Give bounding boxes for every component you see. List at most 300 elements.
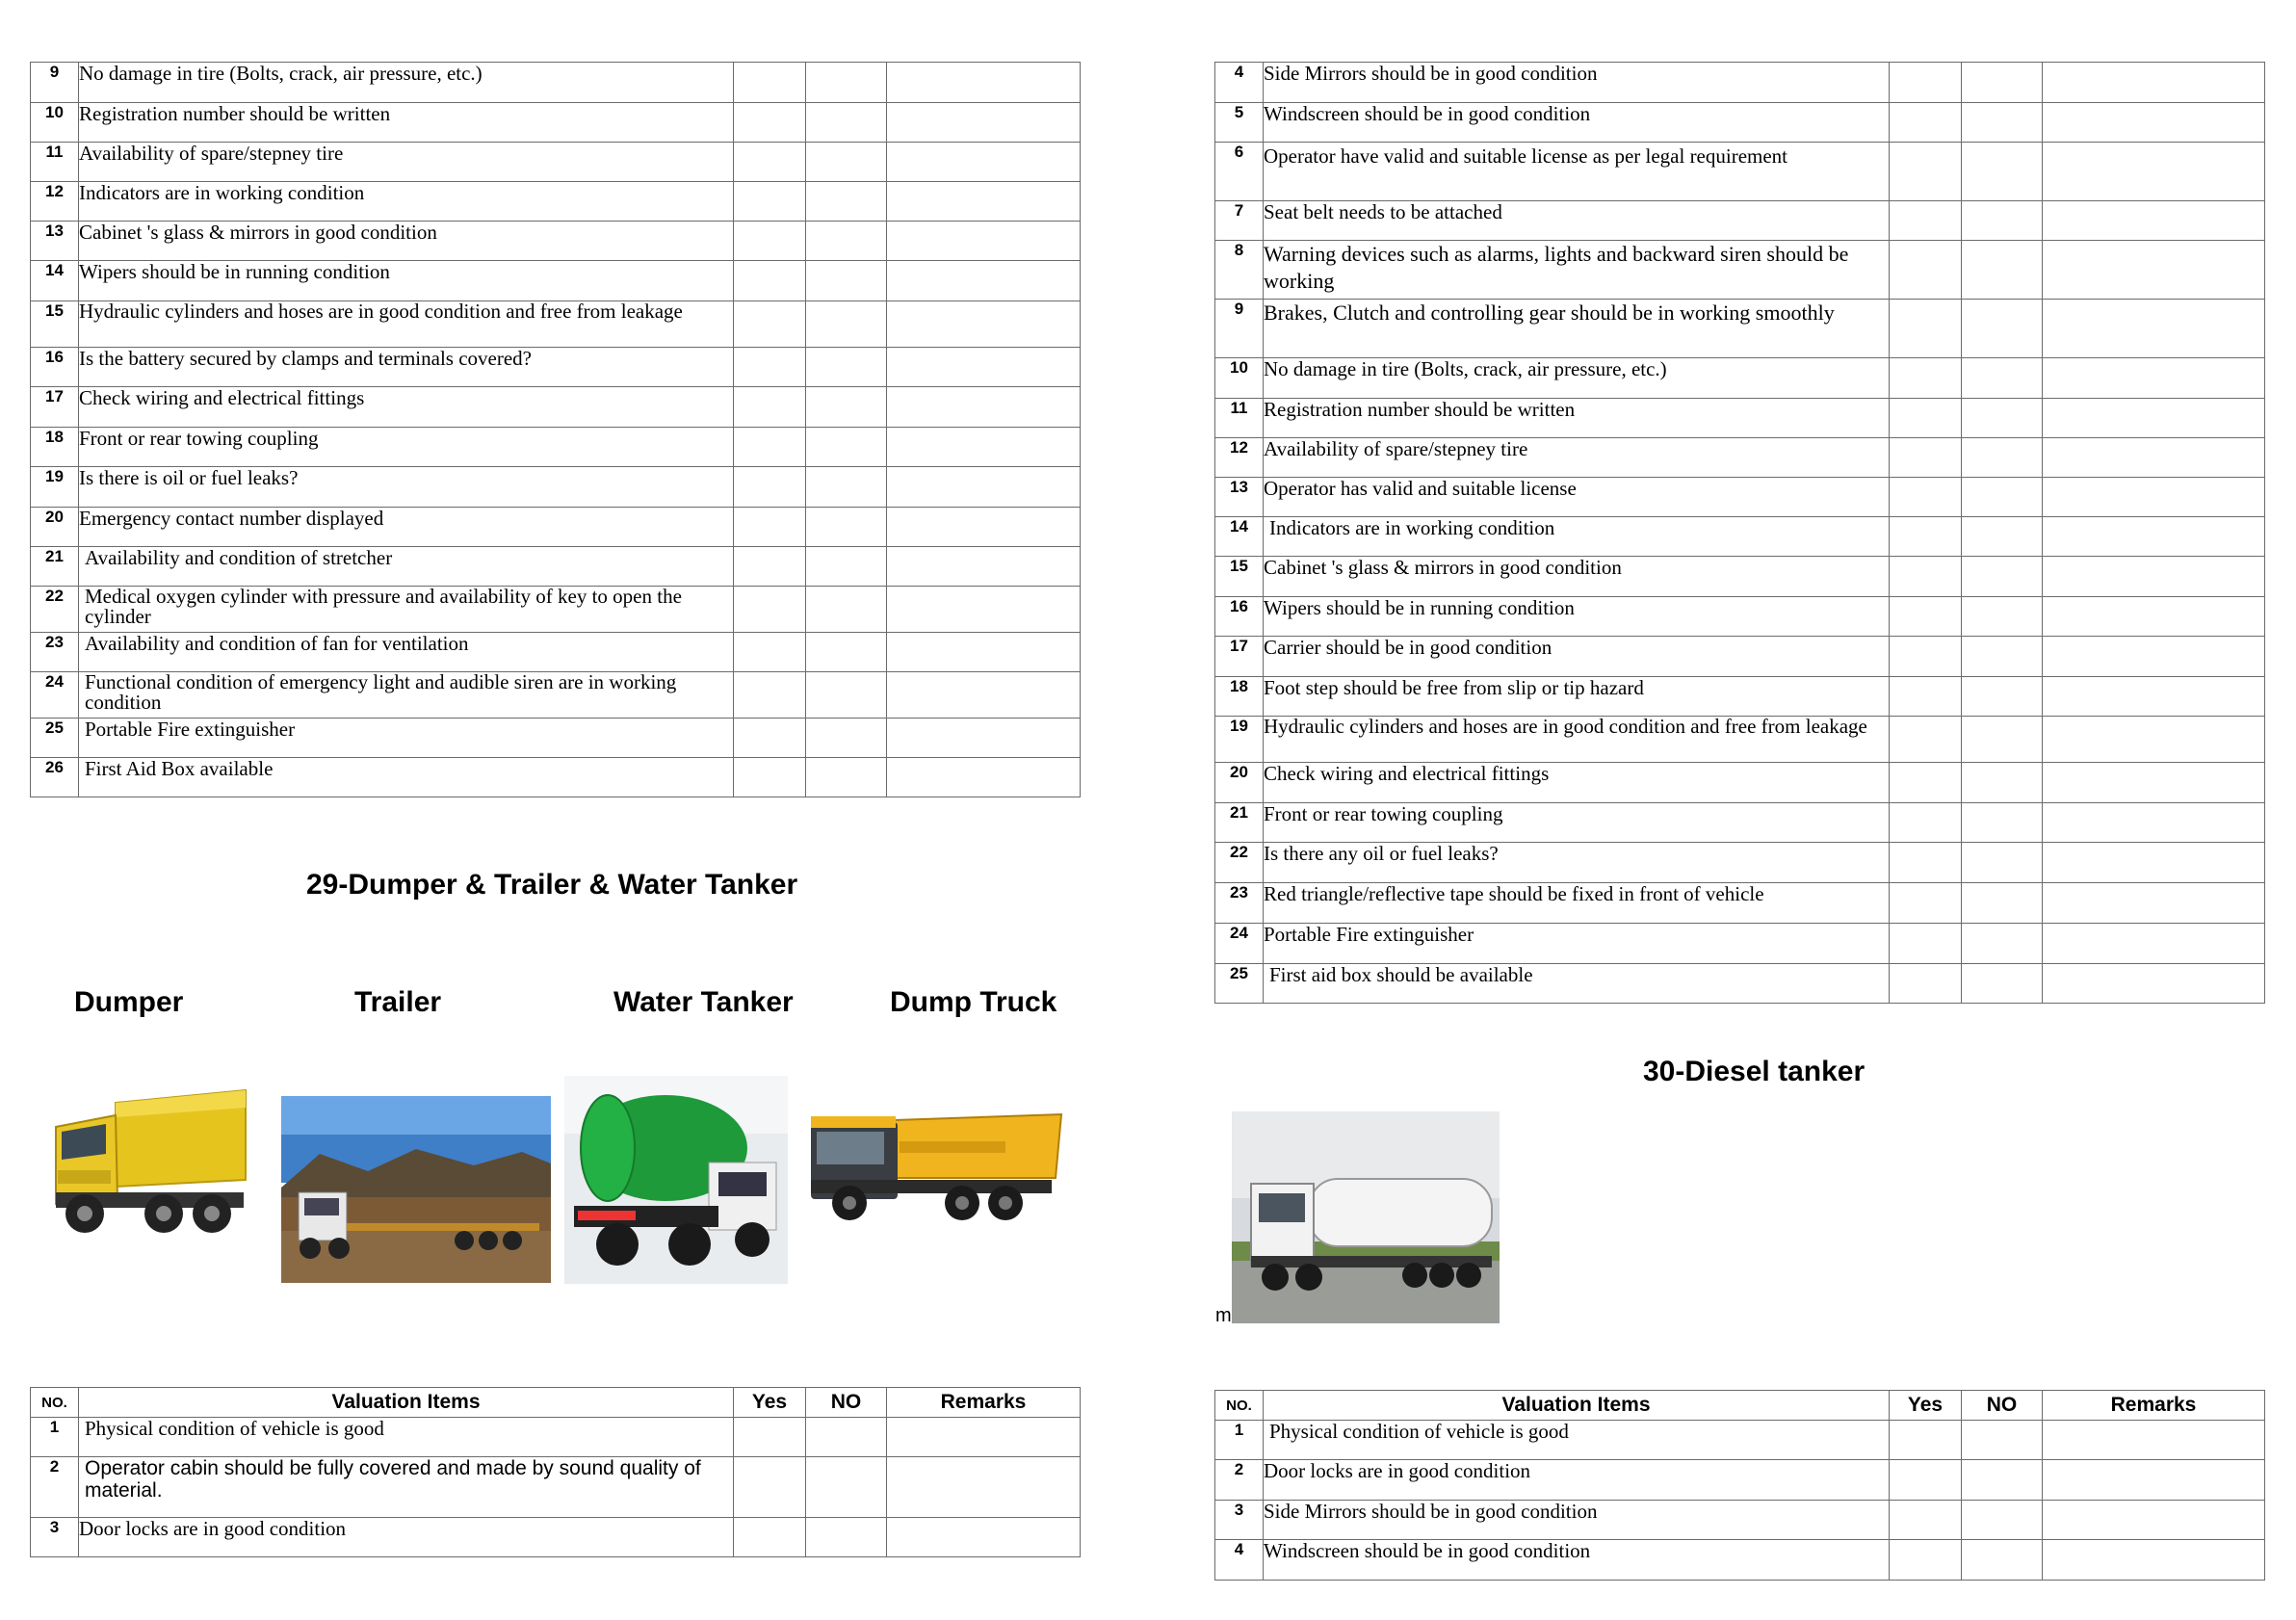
yes-cell[interactable]: [734, 587, 806, 633]
remarks-cell[interactable]: [2043, 399, 2265, 438]
no-cell[interactable]: [806, 467, 887, 508]
no-cell[interactable]: [1962, 883, 2043, 924]
no-cell[interactable]: [806, 758, 887, 797]
row-item-text: Availability and condition of stretcher: [79, 547, 734, 587]
table-row: [1215, 763, 2265, 803]
no-cell[interactable]: [806, 719, 887, 758]
table-row: [1215, 1460, 2265, 1501]
no-cell[interactable]: [806, 633, 887, 672]
remarks-cell[interactable]: [2043, 103, 2265, 143]
yes-cell[interactable]: [1890, 637, 1962, 677]
no-cell[interactable]: [806, 1418, 887, 1457]
row-item-text: Portable Fire extinguisher: [1264, 924, 1890, 964]
row-number: 10: [1215, 358, 1264, 399]
row-item-text: Physical condition of vehicle is good: [1264, 1421, 1890, 1460]
remarks-cell[interactable]: [887, 387, 1081, 428]
remarks-cell[interactable]: [887, 467, 1081, 508]
row-number: 13: [31, 222, 79, 261]
diesel-tanker-image: [1232, 1111, 1500, 1323]
row-item-text: Seat belt needs to be attached: [1264, 201, 1890, 241]
yes-cell[interactable]: [1890, 300, 1962, 358]
yes-cell[interactable]: [1890, 201, 1962, 241]
remarks-cell[interactable]: [887, 1418, 1081, 1457]
no-cell[interactable]: [806, 672, 887, 719]
yes-cell[interactable]: [1890, 677, 1962, 717]
row-number: 23: [1215, 883, 1264, 924]
left-valuation-table: [30, 1387, 1081, 1557]
row-number: 8: [1215, 241, 1264, 300]
yes-cell[interactable]: [734, 758, 806, 797]
yes-cell[interactable]: [734, 103, 806, 143]
remarks-cell[interactable]: [2043, 964, 2265, 1004]
row-item-text: Wipers should be in running condition: [79, 261, 734, 301]
remarks-cell[interactable]: [2043, 1501, 2265, 1540]
row-item-text: Wipers should be in running condition: [1264, 597, 1890, 637]
table-row: [1215, 1501, 2265, 1540]
no-cell[interactable]: [806, 508, 887, 547]
row-number: 15: [31, 301, 79, 348]
no-cell[interactable]: [1962, 964, 2043, 1004]
row-item-text: Availability and condition of fan for ventilation: [79, 633, 734, 672]
remarks-cell[interactable]: [2043, 143, 2265, 201]
table-row: [1215, 637, 2265, 677]
header-no-col: NO: [806, 1388, 887, 1418]
row-item-text: Is the battery secured by clamps and terminals covered?: [79, 348, 734, 387]
yes-cell[interactable]: [734, 467, 806, 508]
table-row: [1215, 201, 2265, 241]
yes-cell[interactable]: [1890, 438, 1962, 478]
remarks-cell[interactable]: [887, 103, 1081, 143]
table-row: [1215, 478, 2265, 517]
no-cell[interactable]: [1962, 924, 2043, 964]
row-number: 22: [1215, 843, 1264, 883]
yes-cell[interactable]: [734, 301, 806, 348]
row-number: 5: [1215, 103, 1264, 143]
yes-cell[interactable]: [1890, 517, 1962, 557]
no-cell[interactable]: [806, 261, 887, 301]
yes-cell[interactable]: [734, 261, 806, 301]
table-row: [31, 103, 1081, 143]
row-number: 10: [31, 103, 79, 143]
remarks-cell[interactable]: [2043, 358, 2265, 399]
row-number: 16: [1215, 597, 1264, 637]
row-item-text: Availability of spare/stepney tire: [1264, 438, 1890, 478]
remarks-cell[interactable]: [887, 547, 1081, 587]
row-item-text: Medical oxygen cylinder with pressure and availability of key to open the cylinder: [79, 587, 734, 633]
remarks-cell[interactable]: [2043, 1540, 2265, 1581]
table-row: [1215, 843, 2265, 883]
remarks-cell[interactable]: [887, 182, 1081, 222]
row-item-text: Cabinet 's glass & mirrors in good condition: [79, 222, 734, 261]
remarks-cell[interactable]: [2043, 438, 2265, 478]
yes-cell[interactable]: [1890, 557, 1962, 597]
remarks-cell[interactable]: [2043, 717, 2265, 763]
row-item-text: No damage in tire (Bolts, crack, air pressure, etc.): [1264, 358, 1890, 399]
row-number: 9: [1215, 300, 1264, 358]
no-cell[interactable]: [1962, 478, 2043, 517]
row-item-text: Registration number should be written: [1264, 399, 1890, 438]
yes-cell[interactable]: [734, 633, 806, 672]
table-row: [1215, 103, 2265, 143]
yes-cell[interactable]: [1890, 1421, 1962, 1460]
remarks-cell[interactable]: [887, 428, 1081, 467]
remarks-cell[interactable]: [2043, 924, 2265, 964]
no-cell[interactable]: [1962, 1501, 2043, 1540]
row-item-text: Portable Fire extinguisher: [79, 719, 734, 758]
row-item-text: Operator has valid and suitable license: [1264, 478, 1890, 517]
yes-cell[interactable]: [1890, 964, 1962, 1004]
row-number: 24: [31, 672, 79, 719]
remarks-cell[interactable]: [2043, 843, 2265, 883]
label-dump-truck: Dump Truck: [890, 986, 1057, 1018]
no-cell[interactable]: [806, 63, 887, 103]
table-row: [31, 467, 1081, 508]
table-row: [1215, 1421, 2265, 1460]
label-water-tanker: Water Tanker: [613, 986, 794, 1018]
yes-cell[interactable]: [1890, 803, 1962, 843]
no-cell[interactable]: [806, 428, 887, 467]
table-row: [1215, 883, 2265, 924]
row-number: 7: [1215, 201, 1264, 241]
table-row: [1215, 63, 2265, 103]
remarks-cell[interactable]: [887, 633, 1081, 672]
remarks-cell[interactable]: [887, 301, 1081, 348]
row-number: 20: [31, 508, 79, 547]
remarks-cell[interactable]: [2043, 1460, 2265, 1501]
row-number: 22: [31, 587, 79, 633]
table-row: [1215, 438, 2265, 478]
table-row: [1215, 924, 2265, 964]
remarks-cell[interactable]: [2043, 677, 2265, 717]
table-row: [31, 1518, 1081, 1557]
no-cell[interactable]: [1962, 557, 2043, 597]
row-number: 25: [31, 719, 79, 758]
dumper-image: [48, 1079, 250, 1244]
no-cell[interactable]: [1962, 201, 2043, 241]
trailer-image: [281, 1096, 551, 1283]
table-row: [1215, 1540, 2265, 1581]
row-number: 3: [31, 1518, 79, 1557]
right-valuation-table: [1214, 1390, 2265, 1581]
row-item-text: Operator have valid and suitable license as per legal requirement: [1264, 143, 1890, 201]
row-item-text: Is there any oil or fuel leaks?: [1264, 843, 1890, 883]
remarks-cell[interactable]: [887, 348, 1081, 387]
no-cell[interactable]: [1962, 1421, 2043, 1460]
yes-cell[interactable]: [1890, 1460, 1962, 1501]
table-row: [31, 1457, 1081, 1518]
row-number: 6: [1215, 143, 1264, 201]
row-number: 25: [1215, 964, 1264, 1004]
remarks-cell[interactable]: [887, 222, 1081, 261]
yes-cell[interactable]: [1890, 924, 1962, 964]
row-number: 19: [1215, 717, 1264, 763]
yes-cell[interactable]: [1890, 478, 1962, 517]
yes-cell[interactable]: [734, 719, 806, 758]
remarks-cell[interactable]: [887, 672, 1081, 719]
table-row: [31, 719, 1081, 758]
yes-cell[interactable]: [1890, 241, 1962, 300]
yes-cell[interactable]: [734, 143, 806, 182]
left-checklist-table: [30, 62, 1081, 797]
table-row: [31, 633, 1081, 672]
no-cell[interactable]: [806, 587, 887, 633]
no-cell[interactable]: [806, 348, 887, 387]
yes-cell[interactable]: [734, 672, 806, 719]
yes-cell[interactable]: [734, 387, 806, 428]
no-cell[interactable]: [1962, 63, 2043, 103]
header-valuation-items: Valuation Items: [79, 1388, 734, 1418]
water-tanker-image: [564, 1076, 788, 1284]
no-cell[interactable]: [806, 143, 887, 182]
row-number: 4: [1215, 1540, 1264, 1581]
yes-cell[interactable]: [734, 1457, 806, 1518]
table-header-row: [31, 1388, 1081, 1418]
yes-cell[interactable]: [1890, 597, 1962, 637]
table-row: [1215, 717, 2265, 763]
row-item-text: No damage in tire (Bolts, crack, air pressure, etc.): [79, 63, 734, 103]
row-number: 12: [31, 182, 79, 222]
no-cell[interactable]: [1962, 438, 2043, 478]
remarks-cell[interactable]: [887, 1518, 1081, 1557]
remarks-cell[interactable]: [2043, 241, 2265, 300]
row-number: 4: [1215, 63, 1264, 103]
row-number: 1: [1215, 1421, 1264, 1460]
no-cell[interactable]: [1962, 399, 2043, 438]
no-cell[interactable]: [806, 182, 887, 222]
row-item-text: Door locks are in good condition: [1264, 1460, 1890, 1501]
table-row: [1215, 300, 2265, 358]
table-row: [31, 672, 1081, 719]
row-number: 18: [1215, 677, 1264, 717]
table-row: [1215, 399, 2265, 438]
row-item-text: Availability of spare/stepney tire: [79, 143, 734, 182]
row-item-text: Brakes, Clutch and controlling gear should be in working smoothly: [1264, 300, 1890, 358]
yes-cell[interactable]: [1890, 103, 1962, 143]
row-number: 17: [31, 387, 79, 428]
remarks-cell[interactable]: [887, 261, 1081, 301]
no-cell[interactable]: [1962, 637, 2043, 677]
yes-cell[interactable]: [1890, 763, 1962, 803]
no-cell[interactable]: [1962, 803, 2043, 843]
row-number: 9: [31, 63, 79, 103]
no-cell[interactable]: [806, 222, 887, 261]
yes-cell[interactable]: [734, 428, 806, 467]
yes-cell[interactable]: [734, 508, 806, 547]
remarks-cell[interactable]: [2043, 63, 2265, 103]
no-cell[interactable]: [806, 301, 887, 348]
no-cell[interactable]: [1962, 843, 2043, 883]
no-cell[interactable]: [1962, 358, 2043, 399]
yes-cell[interactable]: [1890, 399, 1962, 438]
table-row: [1215, 241, 2265, 300]
yes-cell[interactable]: [734, 222, 806, 261]
no-cell[interactable]: [806, 1518, 887, 1557]
yes-cell[interactable]: [1890, 717, 1962, 763]
row-number: 1: [31, 1418, 79, 1457]
row-item-text: Cabinet 's glass & mirrors in good condition: [1264, 557, 1890, 597]
row-number: 16: [31, 348, 79, 387]
dump-truck-image: [803, 1103, 1063, 1228]
row-item-text: Door locks are in good condition: [79, 1518, 734, 1557]
row-number: 18: [31, 428, 79, 467]
row-item-text: Hydraulic cylinders and hoses are in good condition and free from leakage: [79, 301, 734, 348]
row-number: 26: [31, 758, 79, 797]
yes-cell[interactable]: [1890, 358, 1962, 399]
table-row: [31, 587, 1081, 633]
remarks-cell[interactable]: [2043, 883, 2265, 924]
remarks-cell[interactable]: [887, 508, 1081, 547]
table-row: [1215, 143, 2265, 201]
no-cell[interactable]: [1962, 1460, 2043, 1501]
yes-cell[interactable]: [1890, 883, 1962, 924]
remarks-cell[interactable]: [887, 143, 1081, 182]
row-item-text: Check wiring and electrical fittings: [1264, 763, 1890, 803]
row-number: 12: [1215, 438, 1264, 478]
yes-cell[interactable]: [734, 1518, 806, 1557]
table-row: [31, 387, 1081, 428]
no-cell[interactable]: [1962, 241, 2043, 300]
table-row: [31, 758, 1081, 797]
remarks-cell[interactable]: [2043, 300, 2265, 358]
remarks-cell[interactable]: [887, 63, 1081, 103]
yes-cell[interactable]: [1890, 1540, 1962, 1581]
table-row: [31, 428, 1081, 467]
no-cell[interactable]: [1962, 300, 2043, 358]
remarks-cell[interactable]: [887, 719, 1081, 758]
table-row: [1215, 677, 2265, 717]
row-number: 23: [31, 633, 79, 672]
row-number: 21: [1215, 803, 1264, 843]
row-number: 20: [1215, 763, 1264, 803]
yes-cell[interactable]: [1890, 1501, 1962, 1540]
row-item-text: Check wiring and electrical fittings: [79, 387, 734, 428]
row-number: 2: [31, 1457, 79, 1518]
remarks-cell[interactable]: [2043, 478, 2265, 517]
remarks-cell[interactable]: [2043, 637, 2265, 677]
table-row: [31, 348, 1081, 387]
no-cell[interactable]: [1962, 1540, 2043, 1581]
table-row: [31, 508, 1081, 547]
row-number: 2: [1215, 1460, 1264, 1501]
yes-cell[interactable]: [734, 1418, 806, 1457]
no-cell[interactable]: [1962, 103, 2043, 143]
no-cell[interactable]: [1962, 763, 2043, 803]
row-number: 15: [1215, 557, 1264, 597]
header-remarks: Remarks: [887, 1388, 1081, 1418]
no-cell[interactable]: [806, 547, 887, 587]
header-no-col: NO: [1962, 1391, 2043, 1421]
row-item-text: Physical condition of vehicle is good: [79, 1418, 734, 1457]
row-item-text: Foot step should be free from slip or tip hazard: [1264, 677, 1890, 717]
label-dumper: Dumper: [74, 986, 184, 1018]
remarks-cell[interactable]: [2043, 517, 2265, 557]
table-row: [31, 547, 1081, 587]
remarks-cell[interactable]: [887, 587, 1081, 633]
section-30-title: 30-Diesel tanker: [1643, 1056, 1866, 1087]
no-cell[interactable]: [1962, 597, 2043, 637]
remarks-cell[interactable]: [2043, 597, 2265, 637]
row-number: 19: [31, 467, 79, 508]
table-row: [31, 261, 1081, 301]
row-item-text: Front or rear towing coupling: [79, 428, 734, 467]
table-row: [1215, 964, 2265, 1004]
right-checklist-table: [1214, 62, 2265, 1004]
remarks-cell[interactable]: [2043, 1421, 2265, 1460]
header-no: NO.: [31, 1388, 79, 1418]
table-row: [31, 182, 1081, 222]
table-row: [31, 301, 1081, 348]
yes-cell[interactable]: [734, 348, 806, 387]
no-cell[interactable]: [1962, 143, 2043, 201]
no-cell[interactable]: [1962, 677, 2043, 717]
header-yes: Yes: [1890, 1391, 1962, 1421]
remarks-cell[interactable]: [887, 758, 1081, 797]
yes-cell[interactable]: [1890, 843, 1962, 883]
no-cell[interactable]: [806, 103, 887, 143]
row-number: 11: [1215, 399, 1264, 438]
row-item-text: Red triangle/reflective tape should be fixed in front of vehicle: [1264, 883, 1890, 924]
row-item-text: Front or rear towing coupling: [1264, 803, 1890, 843]
no-cell[interactable]: [806, 387, 887, 428]
row-item-text: Indicators are in working condition: [79, 182, 734, 222]
table-row: [1215, 597, 2265, 637]
row-item-text: Registration number should be written: [79, 103, 734, 143]
row-item-text: First Aid Box available: [79, 758, 734, 797]
no-cell[interactable]: [1962, 717, 2043, 763]
table-header-row: [1215, 1391, 2265, 1421]
remarks-cell[interactable]: [2043, 763, 2265, 803]
row-item-text: Operator cabin should be fully covered and made by sound quality of material.: [79, 1457, 734, 1518]
row-item-text: Warning devices such as alarms, lights and backward siren should be working: [1264, 241, 1890, 300]
row-number: 17: [1215, 637, 1264, 677]
row-number: 3: [1215, 1501, 1264, 1540]
row-item-text: Hydraulic cylinders and hoses are in good condition and free from leakage: [1264, 717, 1890, 763]
yes-cell[interactable]: [734, 182, 806, 222]
table-row: [1215, 358, 2265, 399]
yes-cell[interactable]: [1890, 143, 1962, 201]
stray-mark: m: [1215, 1305, 1232, 1326]
no-cell[interactable]: [1962, 517, 2043, 557]
row-number: 14: [1215, 517, 1264, 557]
row-number: 13: [1215, 478, 1264, 517]
table-row: [1215, 803, 2265, 843]
row-number: 24: [1215, 924, 1264, 964]
label-trailer: Trailer: [354, 986, 442, 1018]
no-cell[interactable]: [806, 1457, 887, 1518]
row-item-text: Carrier should be in good condition: [1264, 637, 1890, 677]
row-number: 11: [31, 143, 79, 182]
table-row: [31, 63, 1081, 103]
table-row: [31, 1418, 1081, 1457]
remarks-cell[interactable]: [2043, 557, 2265, 597]
header-remarks: Remarks: [2043, 1391, 2265, 1421]
table-row: [1215, 517, 2265, 557]
row-item-text: First aid box should be available: [1264, 964, 1890, 1004]
header-no: NO.: [1215, 1391, 1264, 1421]
section-29-title: 29-Dumper & Trailer & Water Tanker: [306, 869, 798, 901]
row-item-text: Indicators are in working condition: [1264, 517, 1890, 557]
yes-cell[interactable]: [734, 63, 806, 103]
table-row: [1215, 557, 2265, 597]
yes-cell[interactable]: [1890, 63, 1962, 103]
header-valuation-items: Valuation Items: [1264, 1391, 1890, 1421]
remarks-cell[interactable]: [887, 1457, 1081, 1518]
yes-cell[interactable]: [734, 547, 806, 587]
remarks-cell[interactable]: [2043, 803, 2265, 843]
remarks-cell[interactable]: [2043, 201, 2265, 241]
table-row: [31, 143, 1081, 182]
row-item-text: Emergency contact number displayed: [79, 508, 734, 547]
